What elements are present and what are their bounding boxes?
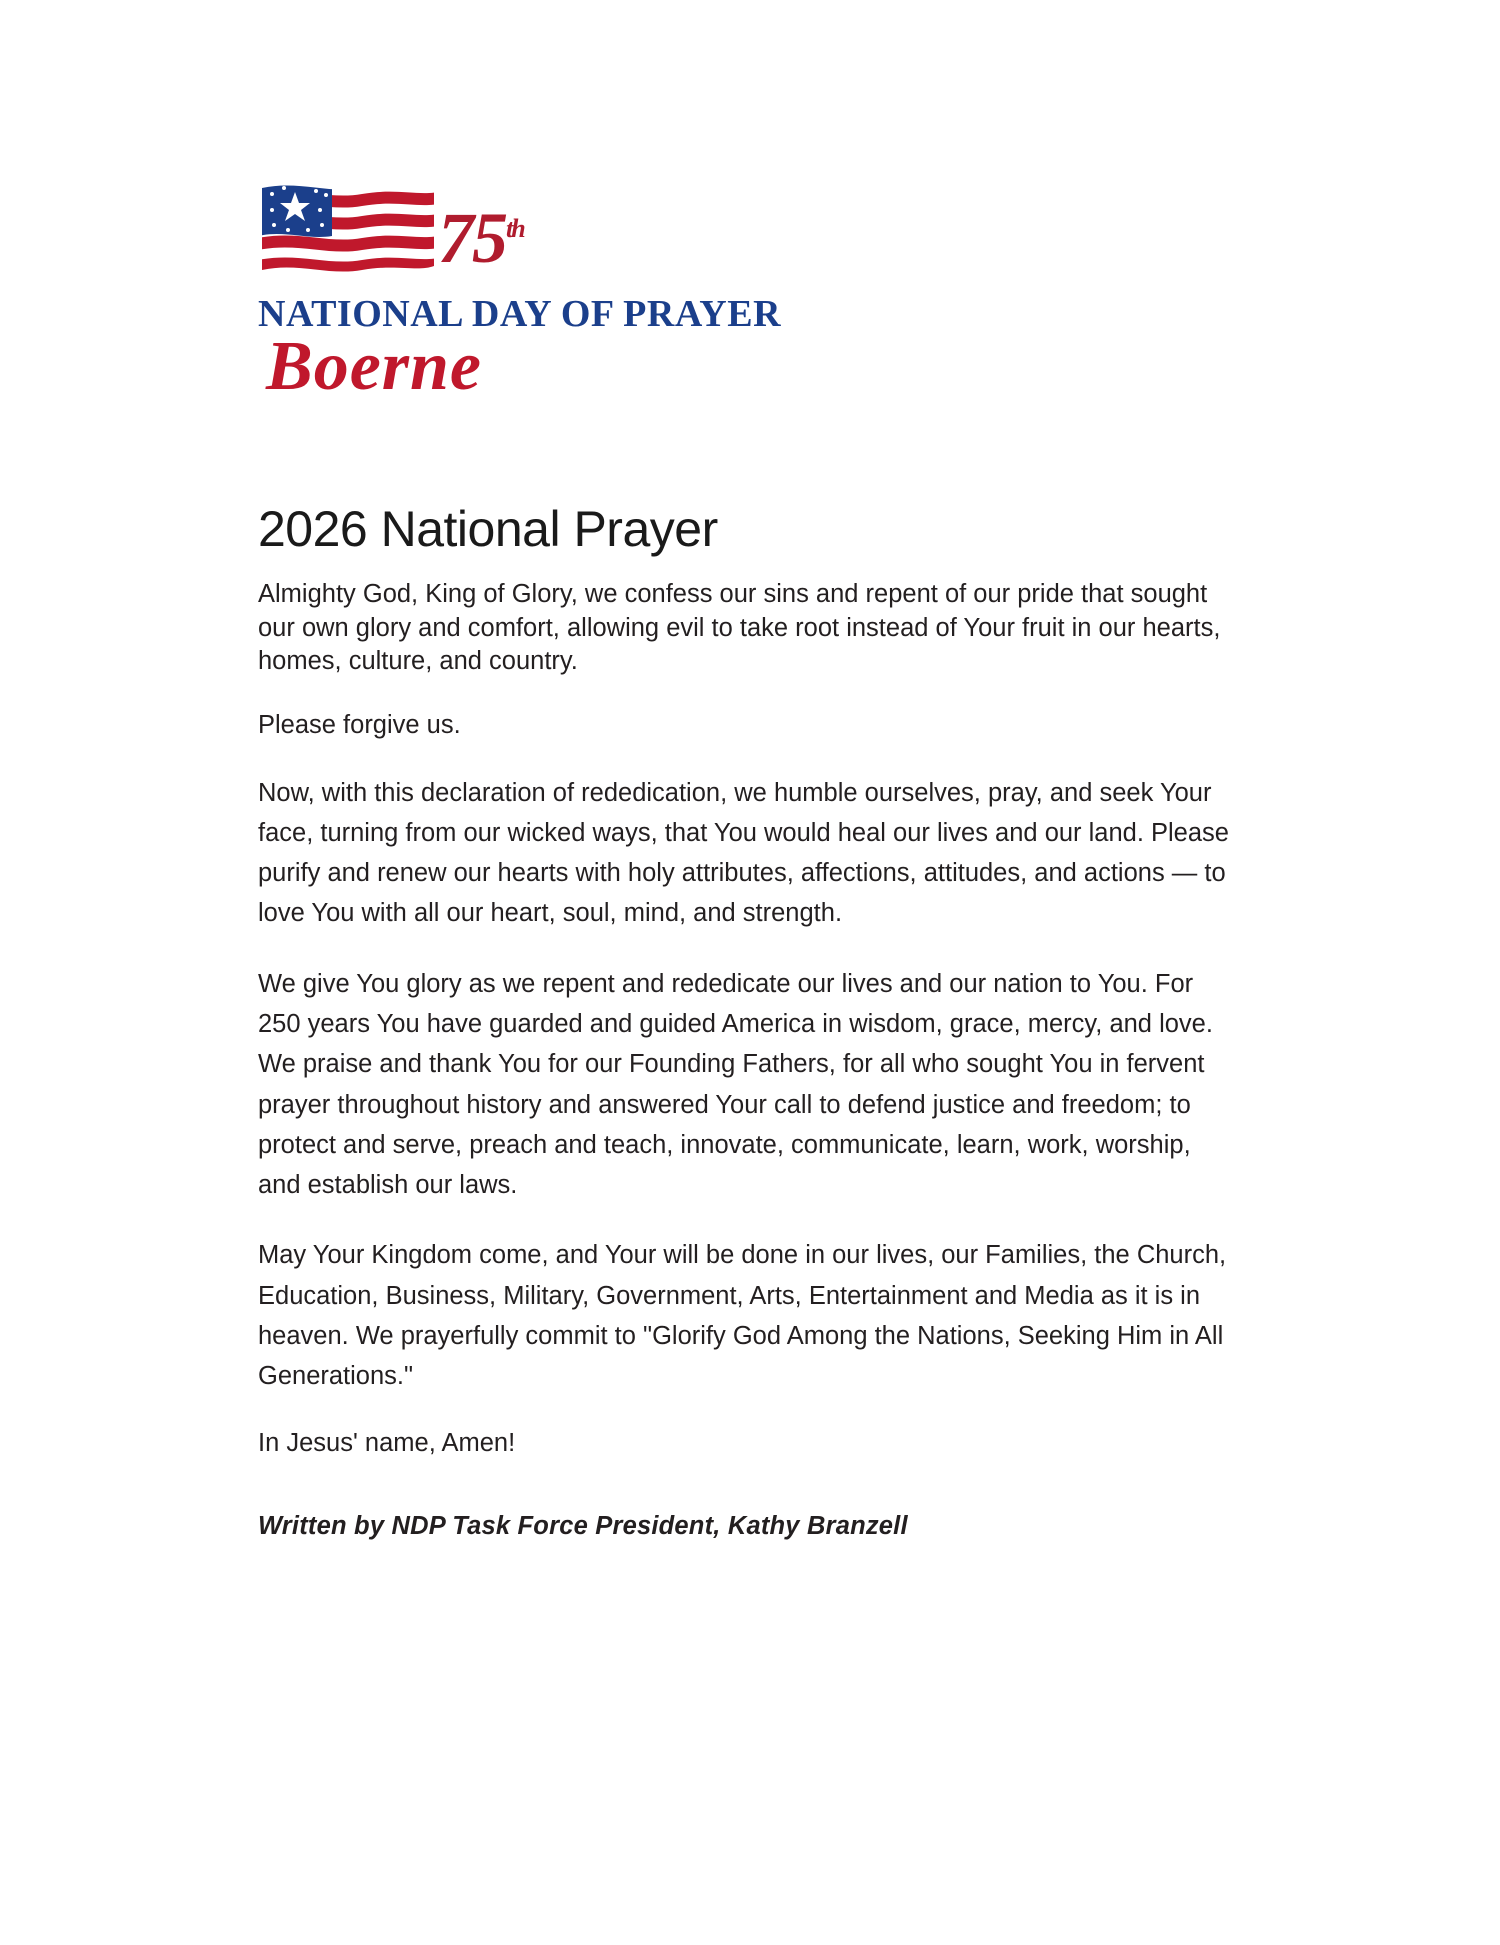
- anniversary-number: [438, 198, 524, 278]
- anniversary-value: 75: [438, 198, 506, 278]
- prayer-body: [258, 578, 1238, 1541]
- waving-american-flag-icon: [258, 180, 438, 298]
- attribution-line: Written by NDP Task Force President, Kathy Branzell: [258, 1512, 908, 1541]
- paragraph-1: Almighty God, King of Glory, we confess our sins and repent of our pride that sought our own glory and comfort, allowing evil to take root instead of Your fruit in our hearts, homes, culture, and country.: [258, 580, 1221, 676]
- paragraph-3: Now, with this declaration of rededication, we humble ourselves, pray, and seek Your face, turning from our wicked ways, that You would heal our lives and our land. Please purify and renew our hearts with holy attributes, affections, attitudes, and actions — to love You with all our heart, soul, mind, and strength.: [258, 778, 1229, 928]
- paragraph-5: May Your Kingdom come, and Your will be done in our lives, our Families, the Church, Education, Business, Military, Government, Arts, Entertainment and Media as it is in heaven. We prayerfully commit to "Glorify God Among the Nations, Seeking Him in All Generations.": [258, 1241, 1227, 1391]
- paragraph-2: Please forgive us.: [258, 710, 461, 739]
- organization-name: NATIONAL DAY OF PRAYER: [258, 293, 782, 335]
- city-name: Boerne: [266, 328, 482, 405]
- ndp-boerne-logo: [258, 180, 782, 410]
- paragraph-6: In Jesus' name, Amen!: [258, 1428, 516, 1457]
- paragraph-4: We give You glory as we repent and rededicate our lives and our nation to You. For 250 years You have guarded and guided America in wisdom, grace, mercy, and love. We praise and thank You for our Founding Fathers, for all who sought You in fervent prayer throughout history and answered Your call to defend justice and freedom; to protect and serve, preach and teach, innovate, communicate, learn, work, worship, and establish our laws.: [258, 969, 1213, 1200]
- anniversary-suffix: th: [506, 214, 524, 243]
- page-title: 2026 National Prayer: [258, 500, 718, 557]
